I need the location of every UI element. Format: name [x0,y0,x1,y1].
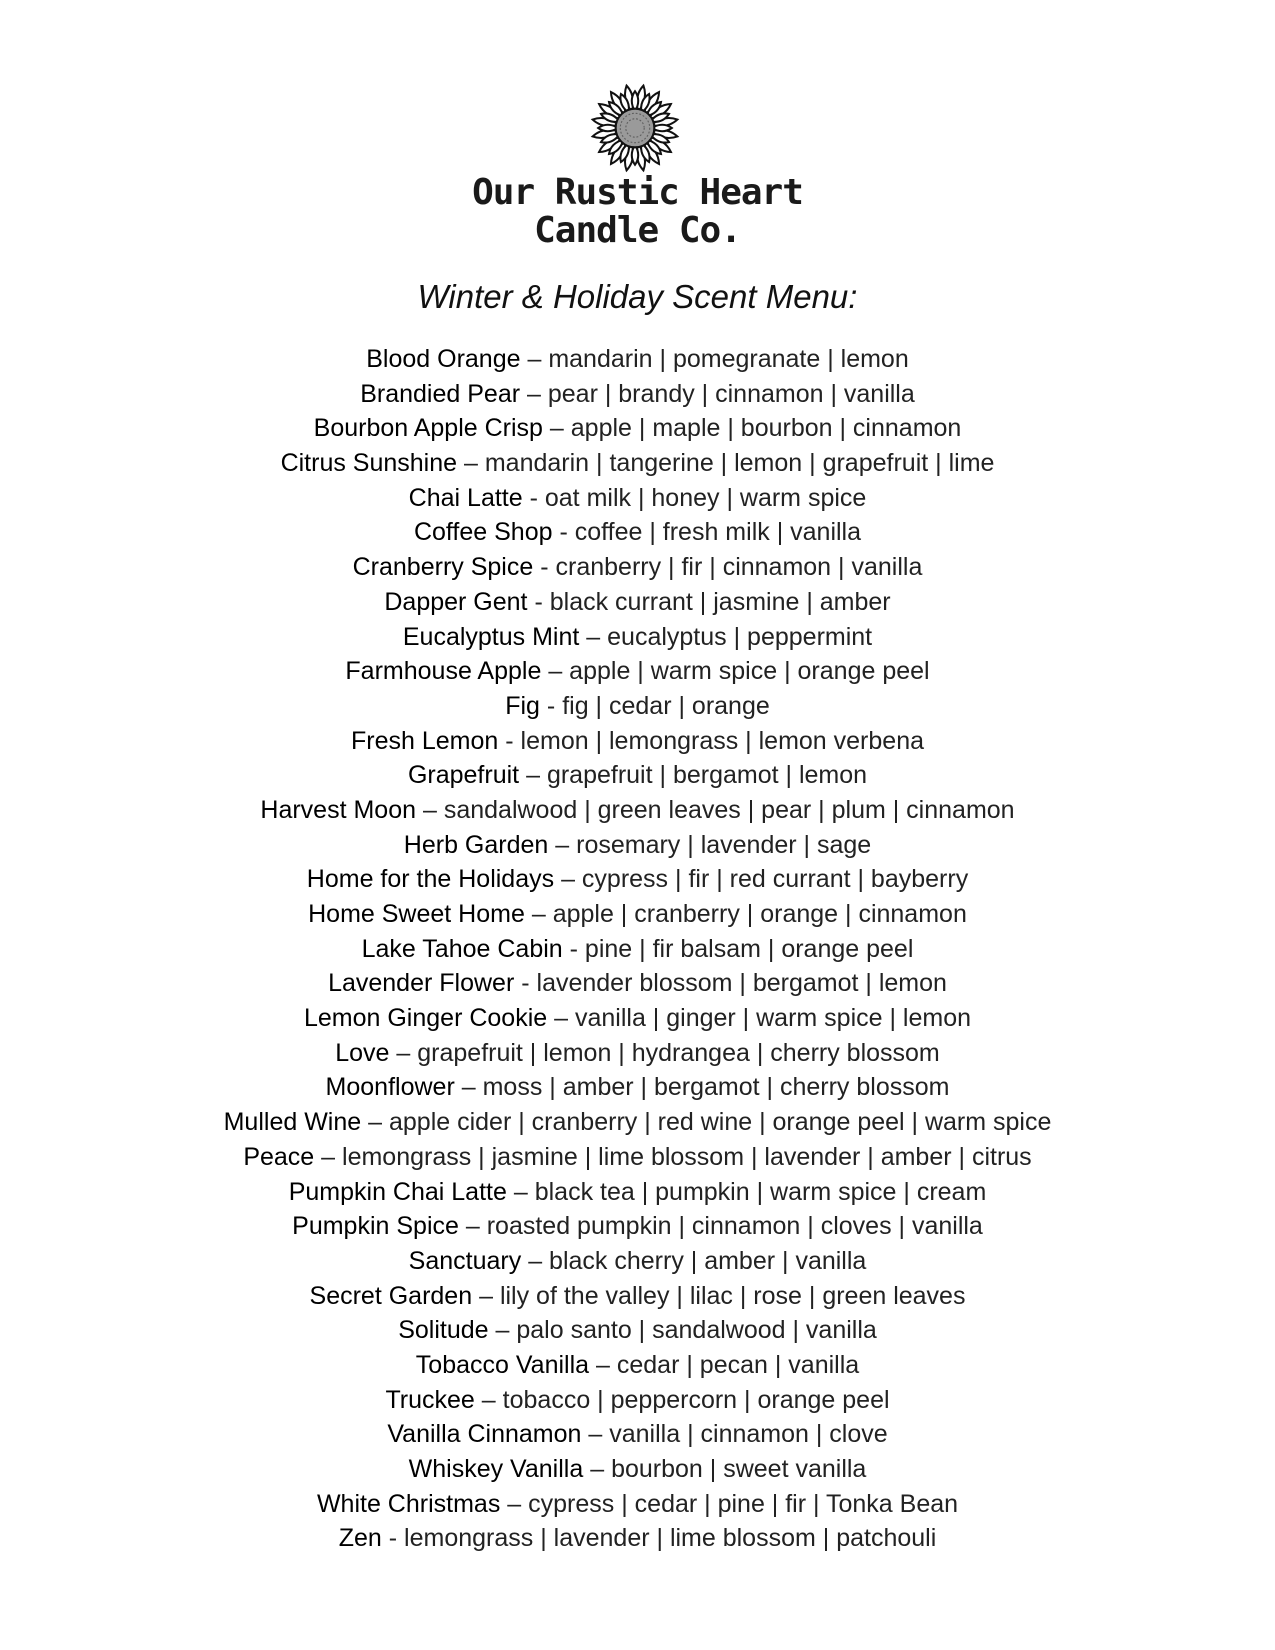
scent-name: Lake Tahoe Cabin [361,934,563,963]
list-item [0,758,1275,793]
scent-notes: mandarin | tangerine | lemon | grapefruit | lime [484,449,995,478]
scent-notes: black currant | jasmine | amber [549,587,891,616]
scent-name: Fresh Lemon [351,726,499,755]
scent-list [0,342,1275,1556]
scent-name: Mulled Wine [223,1108,362,1137]
list-item [0,1175,1275,1210]
scent-name: Citrus Sunshine [280,449,458,478]
scent-notes: bourbon | sweet vanilla [611,1455,867,1483]
scent-notes: roasted pumpkin | cinnamon | cloves | vanilla [486,1212,983,1241]
scent-name: Tobacco Vanilla [415,1350,590,1379]
scent-notes: apple | warm spice | orange peel [569,657,930,686]
scent-separator: - [540,553,549,582]
list-item [0,411,1275,446]
scent-name: Sanctuary [408,1246,522,1275]
list-item [0,932,1275,967]
brand-name-line1: Our Rustic Heart [472,172,803,213]
scent-separator: - [521,969,530,998]
scent-name: Coffee Shop [413,518,553,547]
scent-name: Peace [243,1142,315,1171]
scent-notes: lemongrass | jasmine | lime blossom | lavender | amber | citrus [342,1142,1032,1171]
scent-name: Pumpkin Chai Latte [288,1177,507,1206]
list-item [0,342,1275,377]
scent-name: Home Sweet Home [308,900,525,928]
scent-separator: – [554,1004,569,1033]
scent-separator: - [505,726,514,755]
scent-notes: black tea | pumpkin | warm spice | cream [534,1177,987,1206]
scent-notes: pear | brandy | cinnamon | vanilla [547,379,915,408]
list-item [0,1140,1275,1175]
scent-separator: – [495,1316,510,1345]
scent-notes: cedar | pecan | vanilla [616,1350,860,1379]
list-item [0,1279,1275,1314]
list-item [0,1244,1275,1279]
list-item [0,793,1275,828]
scent-notes: rosemary | lavender | sage [576,830,872,859]
list-item [0,1383,1275,1418]
scent-separator: – [549,414,564,443]
scent-separator: – [321,1142,336,1171]
sunflower-icon [589,82,681,174]
scent-name: Harvest Moon [260,795,417,824]
scent-separator: – [596,1350,610,1379]
scent-notes: lemongrass | lavender | lime blossom | patchouli [404,1524,937,1553]
scent-name: Love [335,1038,390,1067]
list-item [0,620,1275,655]
scent-separator: – [465,1212,480,1241]
list-item [0,377,1275,412]
list-item [0,1487,1275,1522]
scent-separator: – [555,830,570,859]
scent-name: Zen [338,1524,382,1553]
scent-separator: – [588,1420,603,1449]
scent-name: Blood Orange [366,345,521,373]
list-item [0,1452,1275,1487]
page-title: Winter & Holiday Scent Menu: [417,278,858,315]
scent-name: Secret Garden [309,1281,473,1310]
list-item [0,446,1275,481]
scent-separator: – [422,795,437,824]
scent-separator: - [529,483,538,512]
scent-separator: – [461,1073,476,1102]
scent-notes: sandalwood | green leaves | pear | plum | cinnamon [443,795,1015,824]
list-item [0,585,1275,620]
scent-separator: - [546,691,556,720]
scent-notes: apple | cranberry | orange | cinnamon [552,900,967,928]
list-item [0,515,1275,550]
scent-name: Chai Latte [408,483,523,512]
list-item [0,550,1275,585]
scent-notes: moss | amber | bergamot | cherry blossom [482,1073,950,1102]
scent-name: White Christmas [316,1489,501,1518]
scent-name: Eucalyptus Mint [402,622,580,651]
list-item [0,654,1275,689]
list-item [0,1105,1275,1140]
list-item [0,689,1275,724]
list-item [0,481,1275,516]
scent-name: Cranberry Spice [352,553,534,582]
scent-notes: lavender blossom | bergamot | lemon [536,969,947,998]
list-item [0,1036,1275,1071]
scent-name: Solitude [398,1316,489,1345]
scent-separator: – [481,1385,496,1414]
scent-name: Moonflower [325,1073,455,1102]
scent-notes: eucalyptus | peppermint [607,622,873,651]
list-item [0,1001,1275,1036]
scent-name: Grapefruit [407,761,520,790]
scent-separator: – [368,1108,383,1137]
scent-notes: cypress | cedar | pine | fir | Tonka Bean [528,1489,959,1518]
scent-separator: – [396,1038,411,1067]
scent-notes: tobacco | peppercorn | orange peel [502,1385,890,1414]
scent-separator: – [528,1246,543,1275]
scent-notes: cypress | fir | red currant | bayberry [581,865,969,894]
scent-name: Bourbon Apple Crisp [313,414,543,443]
list-item [0,1313,1275,1348]
list-item [0,1070,1275,1105]
scent-separator: – [507,1489,522,1518]
scent-separator: - [569,934,578,963]
scent-separator: – [561,865,575,894]
scent-name: Brandied Pear [360,379,521,408]
scent-name: Vanilla Cinnamon [387,1420,582,1449]
list-item [0,828,1275,863]
scent-name: Truckee [385,1385,475,1414]
scent-notes: lily of the valley | lilac | rose | green leaves [499,1281,966,1310]
brand-name-line2: Candle Co. [534,210,741,251]
scent-notes: grapefruit | bergamot | lemon [546,761,868,790]
list-item [0,1521,1275,1556]
scent-separator: – [548,657,563,686]
scent-separator: – [464,449,478,478]
scent-notes: coffee | fresh milk | vanilla [574,518,862,547]
scent-notes: vanilla | cinnamon | clove [609,1420,888,1449]
scent-separator: – [531,900,546,928]
scent-separator: – [527,379,541,408]
scent-notes: cranberry | fir | cinnamon | vanilla [555,553,923,582]
scent-separator: - [559,518,568,547]
scent-name: Herb Garden [403,830,549,859]
scent-separator: - [534,587,543,616]
scent-notes: grapefruit | lemon | hydrangea | cherry blossom [417,1038,940,1067]
list-item [0,897,1275,932]
scent-separator: - [388,1524,398,1553]
scent-notes: mandarin | pomegranate | lemon [548,345,909,373]
list-item [0,1348,1275,1383]
scent-separator: – [513,1177,528,1206]
list-item [0,862,1275,897]
scent-notes: black cherry | amber | vanilla [549,1246,867,1275]
scent-separator: – [586,622,601,651]
scent-notes: apple cider | cranberry | red wine | orange peel | warm spice [388,1108,1052,1137]
list-item [0,966,1275,1001]
scent-separator: – [479,1281,493,1310]
scent-notes: oat milk | honey | warm spice [544,483,867,512]
scent-name: Home for the Holidays [306,865,555,894]
scent-separator: – [527,345,542,373]
scent-separator: – [526,761,540,790]
scent-name: Farmhouse Apple [345,657,542,686]
scent-name: Pumpkin Spice [292,1212,459,1241]
scent-name: Dapper Gent [384,587,528,616]
list-item [0,1209,1275,1244]
scent-notes: palo santo | sandalwood | vanilla [516,1316,877,1345]
scent-notes: lemon | lemongrass | lemon verbena [520,726,924,755]
scent-name: Lavender Flower [328,969,515,998]
scent-notes: vanilla | ginger | warm spice | lemon [574,1004,972,1033]
scent-notes: fig | cedar | orange [562,691,770,720]
list-item [0,1417,1275,1452]
scent-name: Fig [505,691,540,720]
list-item [0,724,1275,759]
scent-separator: – [590,1455,605,1483]
scent-notes: pine | fir balsam | orange peel [584,934,914,963]
scent-notes: apple | maple | bourbon | cinnamon [570,414,962,443]
scent-name: Lemon Ginger Cookie [303,1004,548,1033]
scent-name: Whiskey Vanilla [408,1455,584,1483]
